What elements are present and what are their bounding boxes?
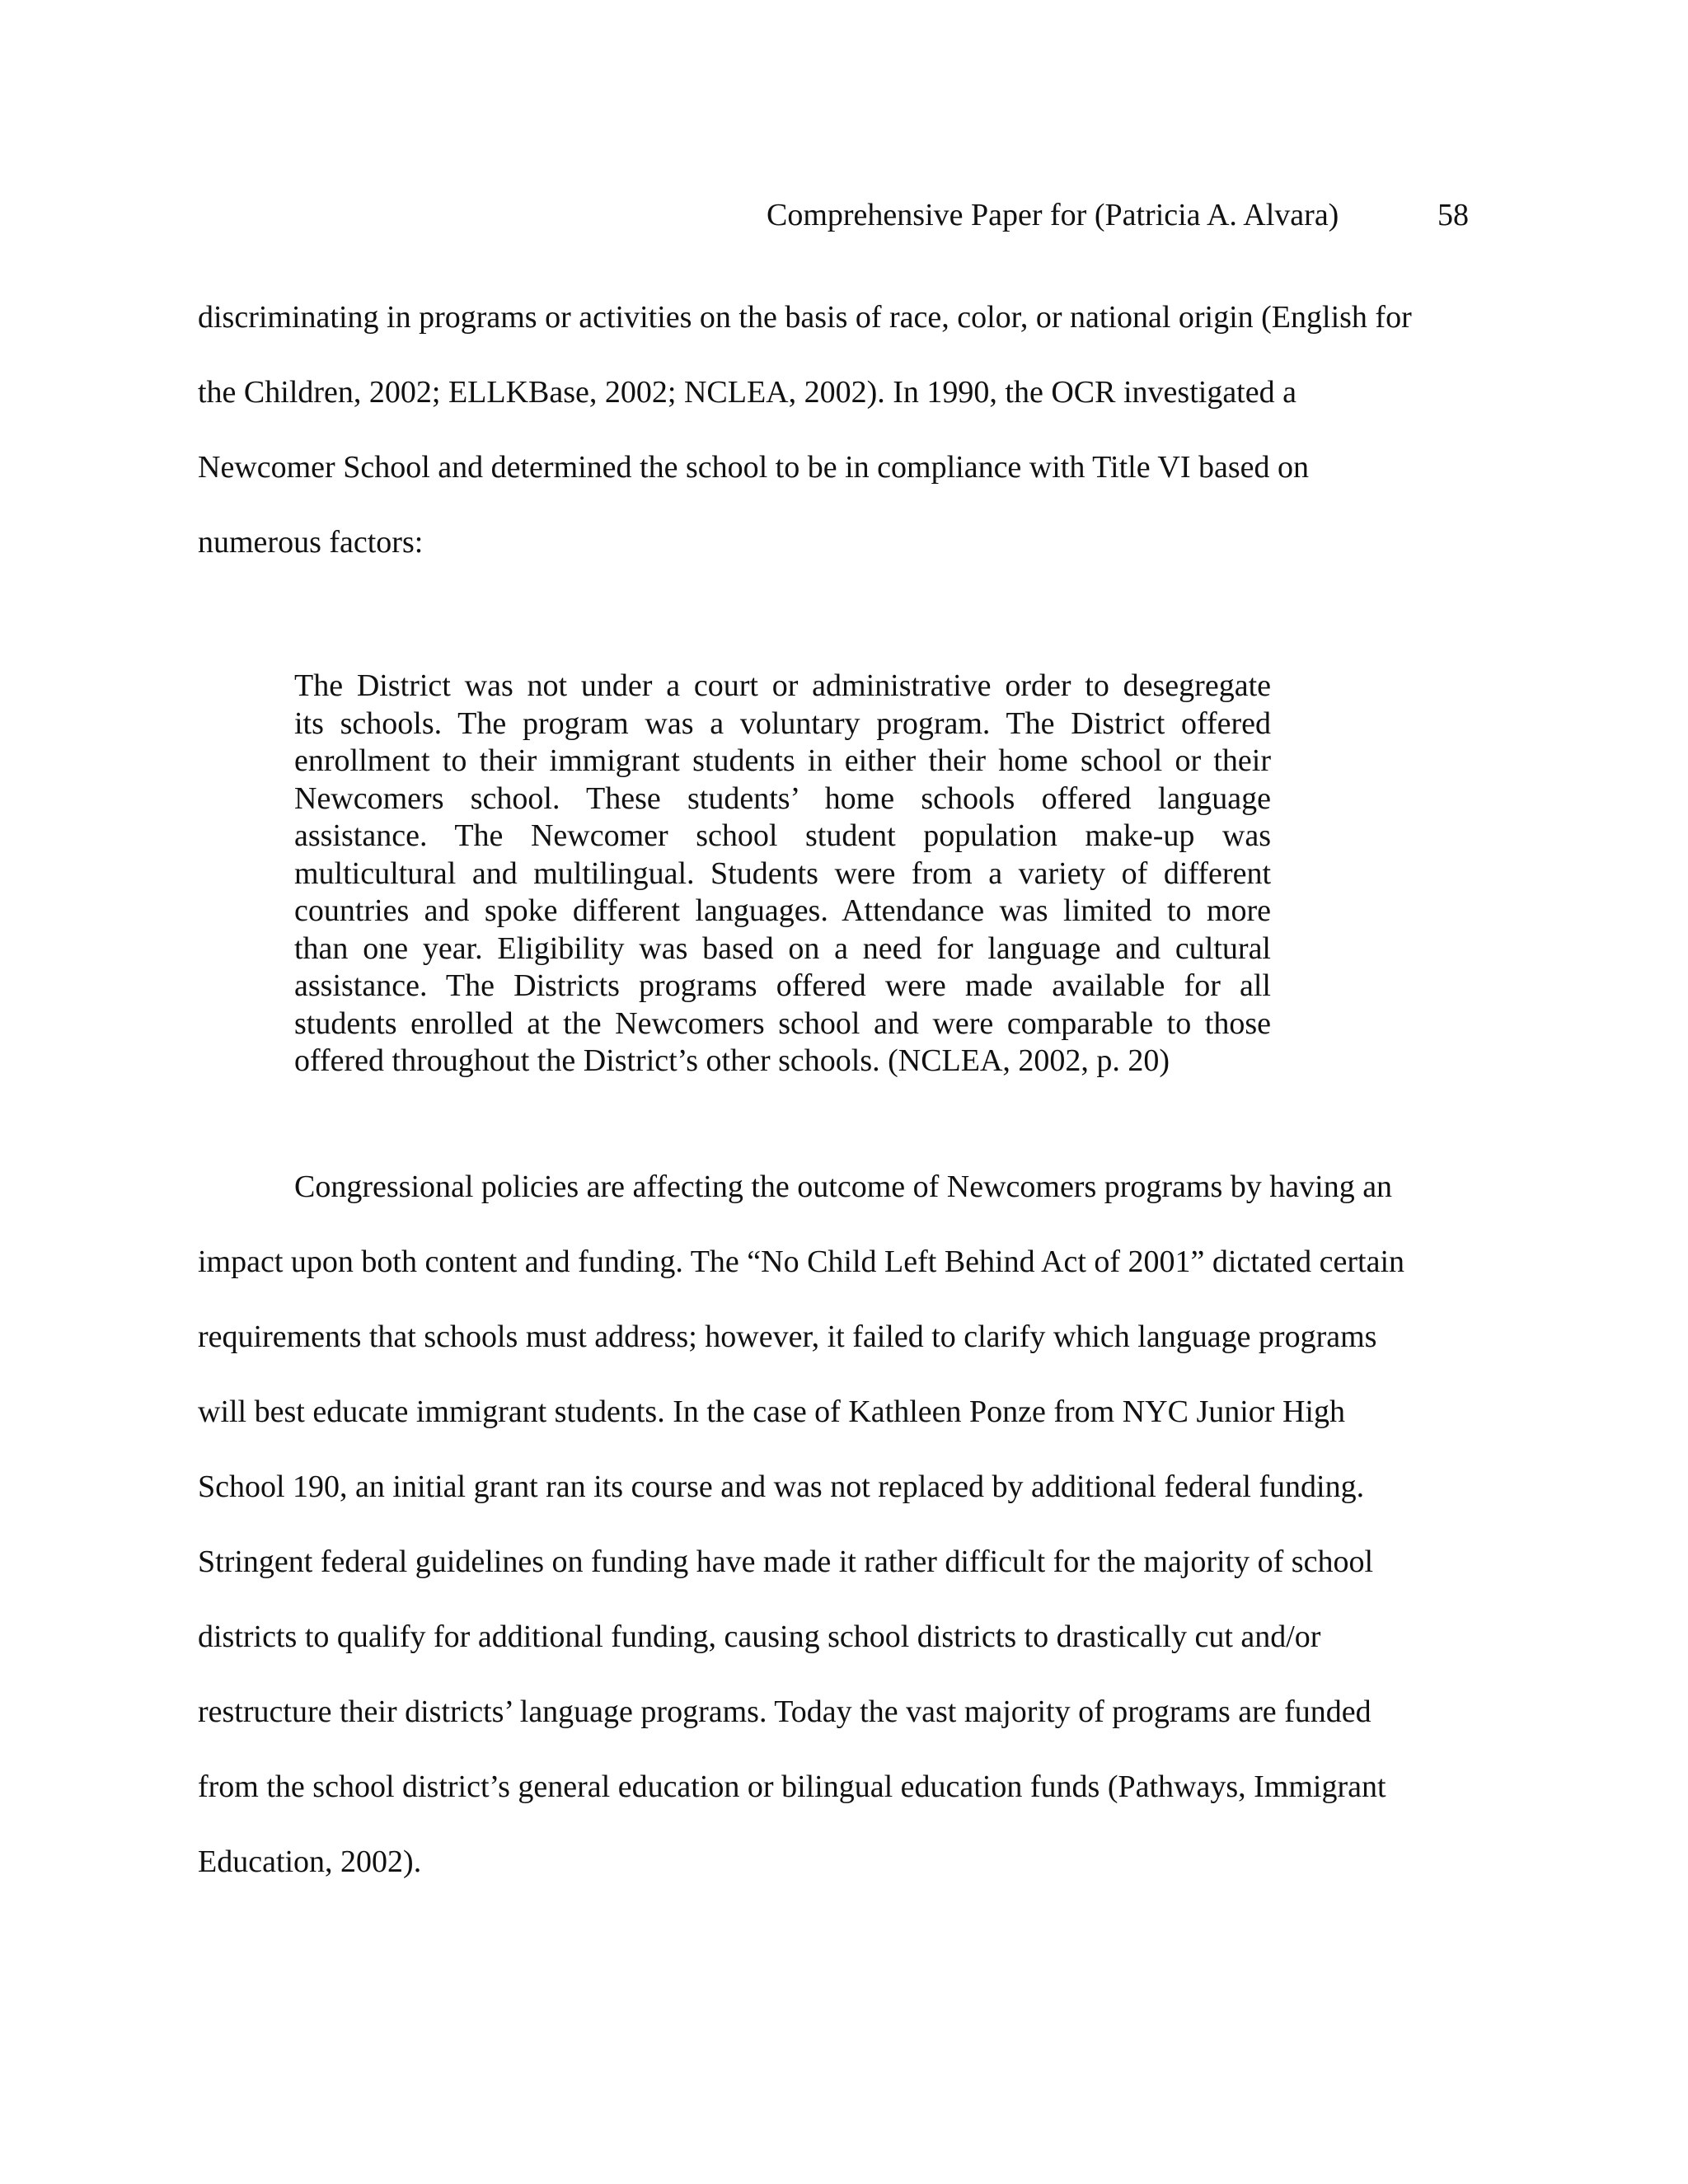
- quote-line: Newcomers school. These students’ home schools offered language: [294, 780, 1271, 816]
- quote-line: countries and spoke different languages. Attendance was limited to more: [294, 893, 1271, 928]
- text-line: numerous factors:: [198, 525, 424, 560]
- quote-line: its schools. The program was a voluntary program. The District offered: [294, 705, 1271, 741]
- body-paragraph-1: [198, 280, 1467, 580]
- quote-line: multicultural and multilingual. Students were from a variety of different: [294, 855, 1271, 891]
- quote-line: The District was not under a court or administrative order to desegregate: [294, 668, 1271, 703]
- text-line: School 190, an initial grant ran its course and was not replaced by additional federal funding.: [198, 1469, 1365, 1504]
- text-line: the Children, 2002; ELLKBase, 2002; NCLEA, 2002). In 1990, the OCR investigated a: [198, 375, 1296, 410]
- running-head-title: Comprehensive Paper for (Patricia A. Alvara): [767, 198, 1339, 232]
- text-line: will best educate immigrant students. In the case of Kathleen Ponze from NYC Junior High: [198, 1394, 1345, 1429]
- text-line: Congressional policies are affecting the outcome of Newcomers programs by having an: [294, 1169, 1393, 1204]
- quote-line-citation: offered throughout the District’s other schools. (NCLEA, 2002, p. 20): [294, 1043, 1170, 1078]
- quote-line: enrollment to their immigrant students in either their home school or their: [294, 743, 1271, 778]
- running-head: [767, 194, 1469, 236]
- block-quote: [294, 668, 1271, 1080]
- text-line: restructure their districts’ language programs. Today the vast majority of programs are funded: [198, 1694, 1372, 1729]
- text-line: impact upon both content and funding. The “No Child Left Behind Act of 2001” dictated certain: [198, 1244, 1405, 1279]
- text-line: Education, 2002).: [198, 1844, 422, 1879]
- text-line: discriminating in programs or activities on the basis of race, color, or national origin (English for: [198, 300, 1412, 335]
- text-line: from the school district’s general education or bilingual education funds (Pathways, Immigrant: [198, 1769, 1386, 1804]
- quote-line: assistance. The Districts programs offered were made available for all: [294, 968, 1271, 1003]
- quote-line: than one year. Eligibility was based on a need for language and cultural: [294, 930, 1271, 966]
- text-line: Stringent federal guidelines on funding have made it rather difficult for the majority of school: [198, 1544, 1374, 1579]
- quote-line: students enrolled at the Newcomers school and were comparable to those: [294, 1005, 1271, 1041]
- body-paragraph-2: [198, 1150, 1467, 1900]
- quote-line: assistance. The Newcomer school student population make-up was: [294, 818, 1271, 853]
- page-number: 58: [1437, 198, 1469, 232]
- text-line: districts to qualify for additional funding, causing school districts to drastically cut and/or: [198, 1619, 1321, 1654]
- text-line: Newcomer School and determined the school to be in compliance with Title VI based on: [198, 450, 1310, 485]
- text-line: requirements that schools must address; however, it failed to clarify which language programs: [198, 1319, 1377, 1354]
